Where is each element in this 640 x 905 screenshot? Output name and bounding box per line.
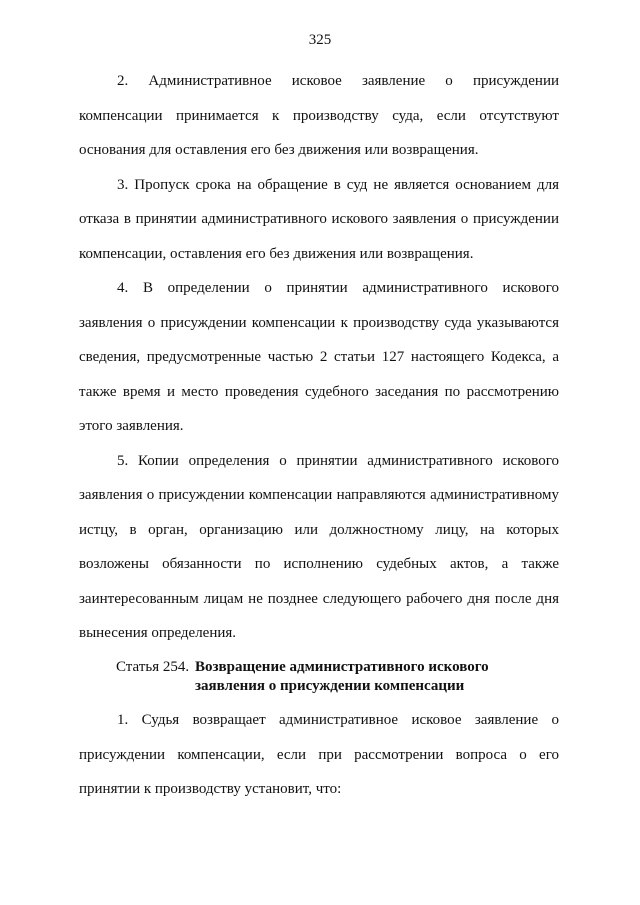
paragraph-2: 2. Административное исковое заявление о присуждении компенсации принимается к производству суда, если отсутствуют основания для оставления его без движения или возвращения. (79, 73, 559, 158)
paragraph-3: 3. Пропуск срока на обращение в суд не является основанием для отказа в принятии административного искового заявления о присуждении компенсации, оставления его без движения или возвращения. (79, 176, 559, 262)
page-number: 325 (308, 32, 332, 48)
article-label: Статья 254. (116, 659, 190, 675)
article-title: Возвращение административного искового заявления о присуждении компенсации (195, 659, 489, 694)
article-paragraph-1: 1. Судья возвращает административное исковое заявление о присуждении компенсации, если при рассмотрении вопроса о его принятии к производству установит, что: (79, 712, 559, 797)
paragraph-4: 4. В определении о принятии административного искового заявления о присуждении компенсации к производству суда указываются сведения, предусмотренные частью 2 статьи 127 настоящего Кодекса, а также время и место проведения судебного заседания по рассмотрению этого заявления. (79, 280, 559, 434)
document-body (79, 64, 559, 651)
paragraph-5: 5. Копии определения о принятии административного искового заявления о присуждении компенсации направляются административному истцу, в орган, организацию или должностному лицу, на которых возложены обязанности по исполнению судебных актов, а также заинтересованным лицам не позднее следующего рабочего дня после дня вынесения определения. (79, 452, 559, 641)
article-heading (116, 658, 536, 696)
article-body (79, 703, 559, 807)
